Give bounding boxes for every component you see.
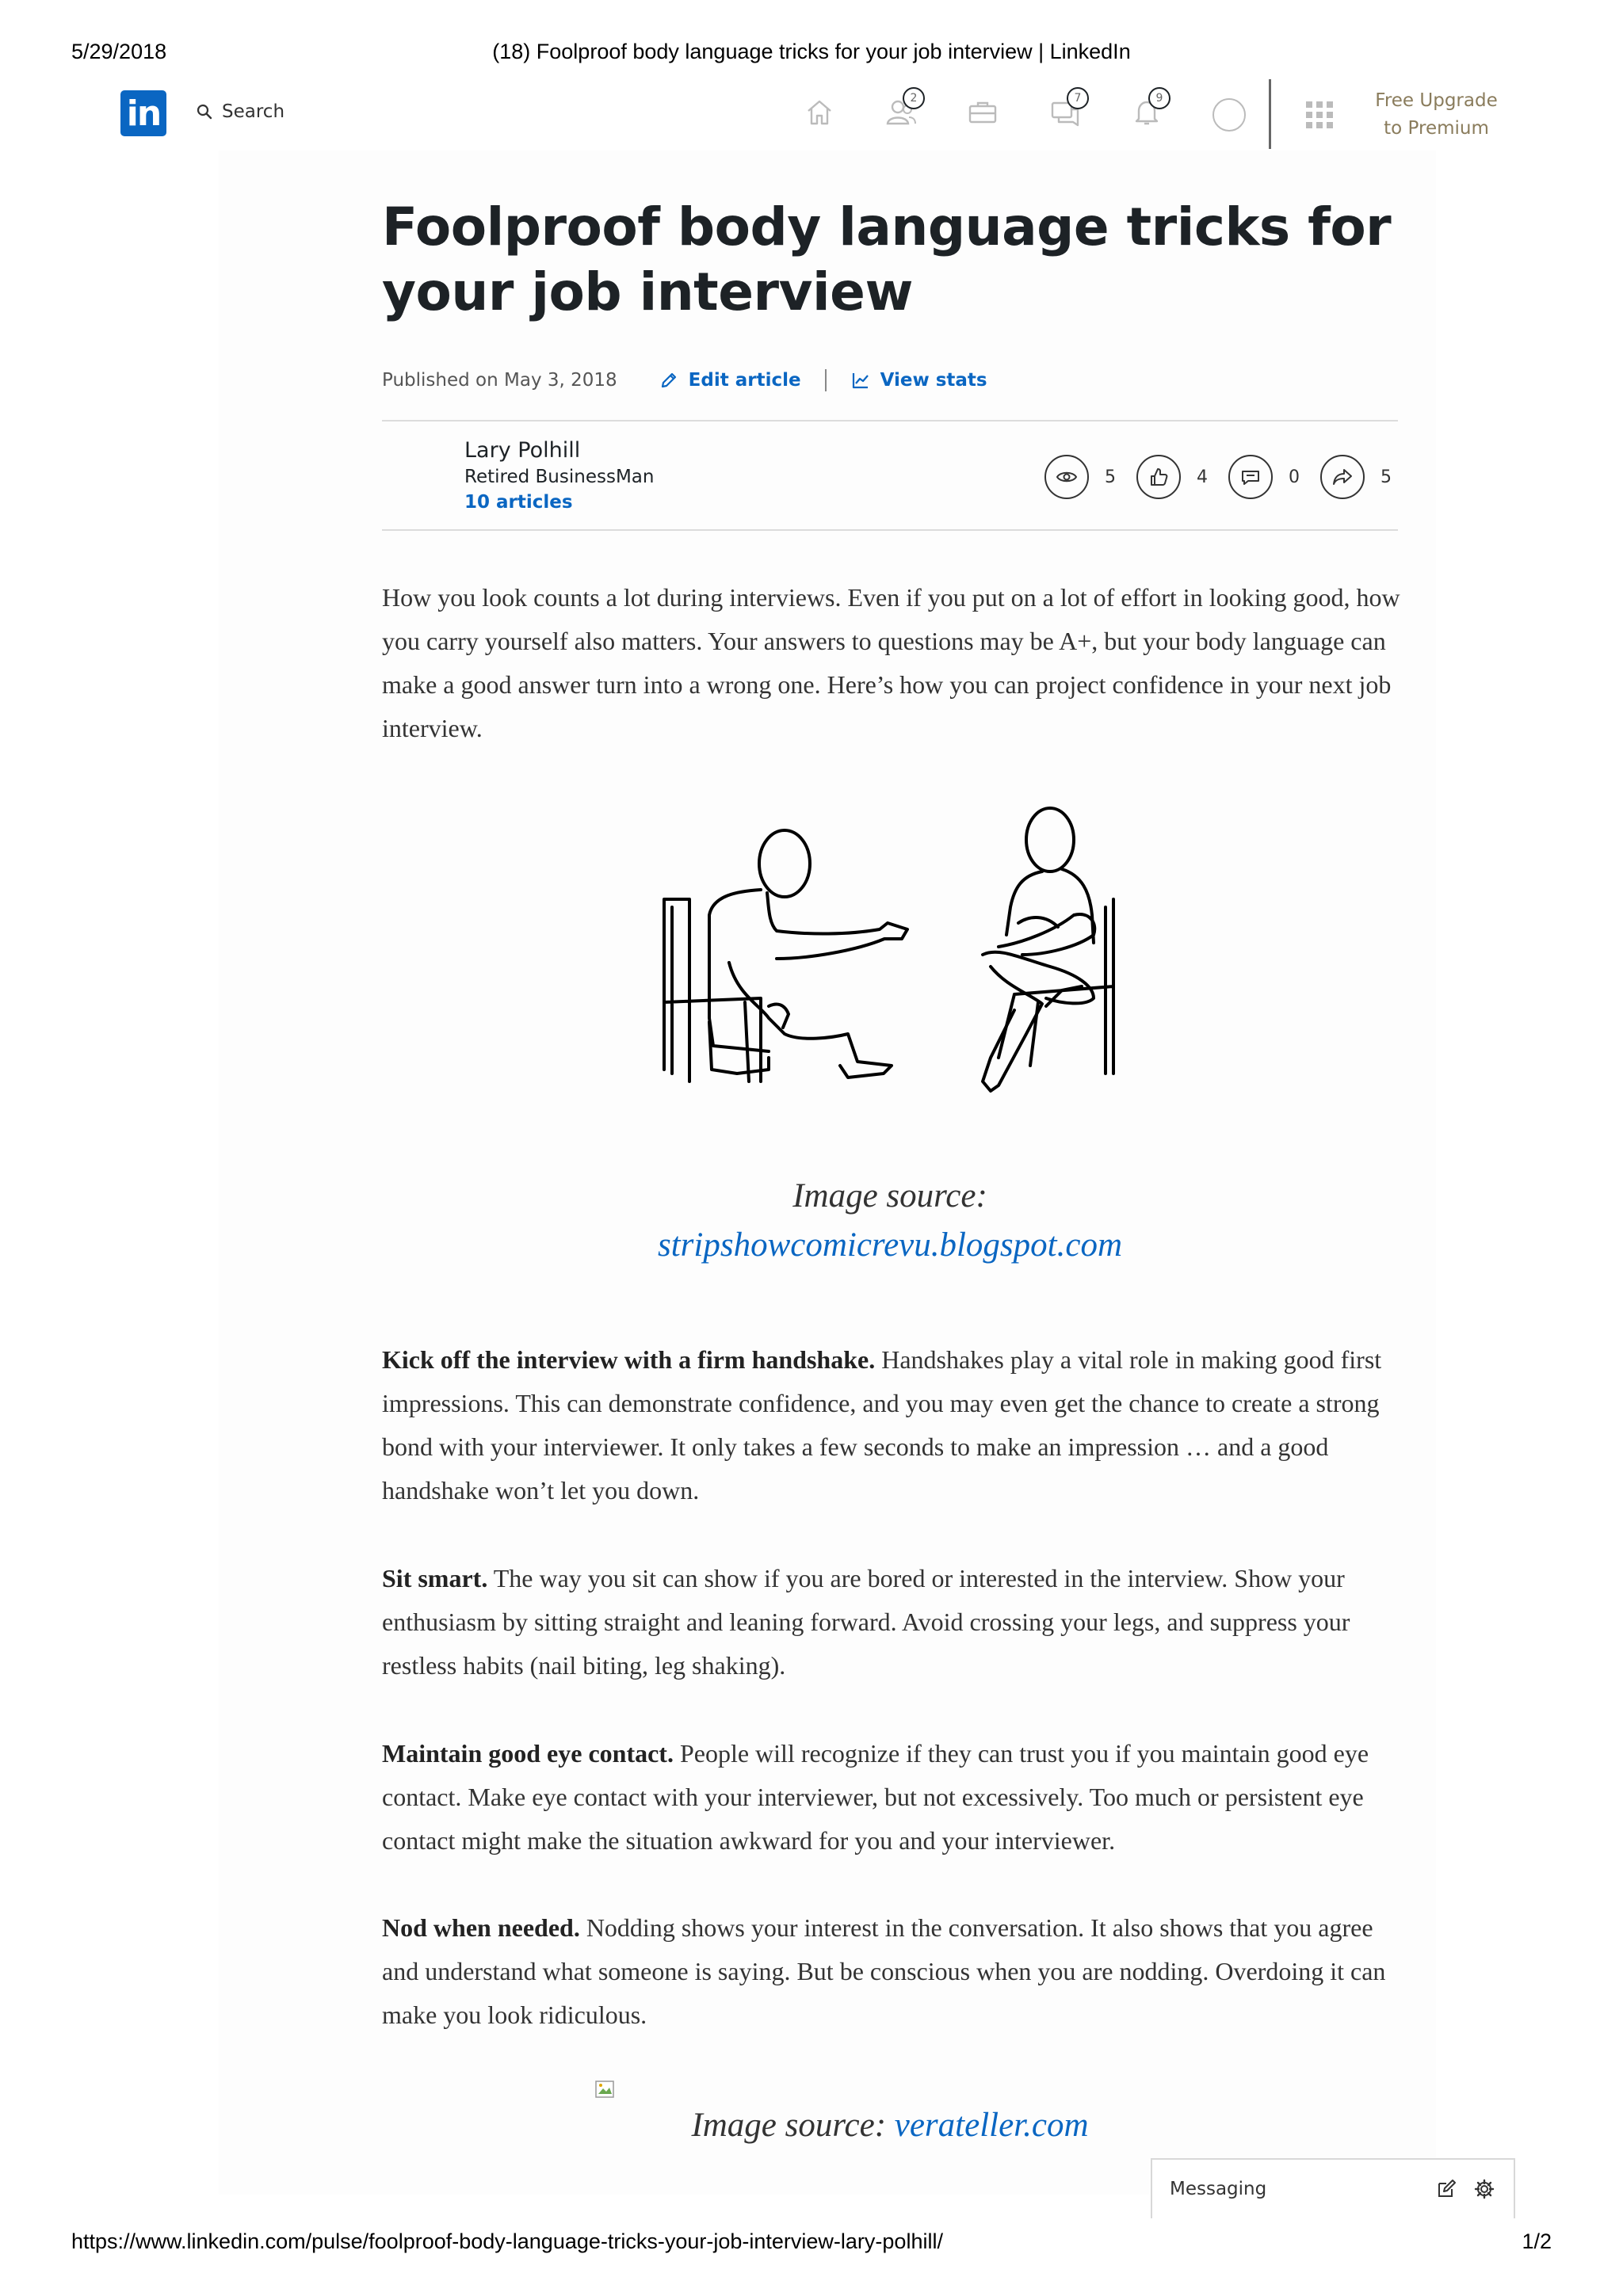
section-eye-contact — [382, 1732, 1412, 1863]
section-handshake — [382, 1338, 1412, 1512]
caption-2-link[interactable]: verateller.com — [894, 2107, 1089, 2144]
comments-stat[interactable] — [1228, 455, 1306, 499]
messaging-widget[interactable] — [1151, 2158, 1515, 2218]
views-count: 5 — [1105, 467, 1116, 487]
shares-count: 5 — [1381, 467, 1392, 487]
premium-upsell-link[interactable] — [1347, 87, 1526, 143]
section-sit-smart — [382, 1557, 1412, 1688]
thumbs-up-icon — [1147, 465, 1170, 489]
meta-separator — [825, 369, 827, 391]
section-nod-heading: Nod when needed. — [382, 1913, 580, 1942]
profile-avatar[interactable] — [1212, 98, 1246, 132]
divider-top — [382, 420, 1398, 421]
share-icon — [1331, 465, 1354, 489]
search-bar[interactable] — [195, 101, 285, 122]
messaging-label: Messaging — [1170, 2179, 1267, 2199]
compose-icon[interactable] — [1434, 2177, 1458, 2201]
view-stats-label: View stats — [880, 370, 987, 391]
section-sit-smart-heading: Sit smart. — [382, 1564, 488, 1592]
author-articles-link[interactable]: 10 articles — [464, 492, 573, 513]
section-handshake-body: Handshakes play a vital role in making good first impressions. This can demonstrate confidence, and you may even get the chance to create a strong bond with your interviewer. It only takes a few seconds to make an impression … and a good handshake won’t let you down. — [382, 1345, 1382, 1505]
print-title: (18) Foolproof body language tricks for your job interview | LinkedIn — [492, 40, 1131, 63]
section-sit-smart-body: The way you sit can show if you are bored or interested in the interview. Show your enthusiasm by sitting straight and leaning forward. Avoid crossing your legs, and suppress your restless habits (nail biting, leg shaking). — [382, 1564, 1350, 1680]
views-stat[interactable] — [1044, 455, 1122, 499]
caption-1-link[interactable]: stripshowcomicrevu.blogspot.com — [657, 1226, 1123, 1264]
likes-count: 4 — [1197, 467, 1208, 487]
likes-stat[interactable] — [1136, 455, 1214, 499]
print-date: 5/29/2018 — [71, 40, 167, 63]
chart-line-icon — [850, 370, 871, 391]
view-stats-link[interactable] — [850, 370, 987, 391]
print-url: https://www.linkedin.com/pulse/foolproof-body-language-tricks-your-job-interview-lary-polhill/ — [71, 2229, 943, 2253]
intro-paragraph: How you look counts a lot during interviews. Even if you put on a lot of effort in looking good, how you carry yourself also matters. Your answers to questions may be A+, but your body language can make a good answer turn into a wrong one. Here’s how you can project confidence in your next job interview. — [382, 583, 1400, 742]
print-page-number: 1/2 — [1522, 2229, 1552, 2253]
image-caption-1 — [382, 1172, 1398, 1270]
section-eye-contact-body: People will recognize if they can trust you if you maintain good eye contact. Make eye contact with your interviewer, but not excessively. Too much or persistent eye contact might make the situation awkward for you and your interviewer. — [382, 1739, 1369, 1855]
search-label: Search — [222, 101, 285, 122]
broken-image-icon — [594, 2078, 618, 2102]
shares-stat[interactable] — [1320, 455, 1398, 499]
my-network-badge: 2 — [903, 87, 925, 109]
section-nod — [382, 1906, 1412, 2037]
premium-line1: Free Upgrade — [1375, 90, 1498, 111]
author-block — [464, 437, 654, 515]
author-headline: Retired BusinessMan — [464, 467, 655, 487]
linkedin-logo[interactable]: in — [120, 90, 166, 136]
article-stats — [1044, 455, 1398, 499]
edit-article-link[interactable] — [659, 370, 801, 391]
home-icon[interactable] — [800, 93, 838, 132]
section-handshake-heading: Kick off the interview with a firm handshake. — [382, 1345, 876, 1374]
image-caption-2 — [382, 2101, 1398, 2150]
my-network-icon[interactable] — [882, 93, 920, 132]
notifications-icon[interactable] — [1128, 93, 1166, 132]
jobs-icon[interactable] — [964, 93, 1002, 132]
caption-2-prefix: Image source: — [691, 2107, 895, 2144]
author-name[interactable]: Lary Polhill — [464, 438, 581, 463]
eye-icon — [1055, 465, 1079, 489]
pencil-icon — [659, 370, 679, 391]
search-icon — [195, 102, 214, 121]
apps-grid-icon[interactable] — [1306, 101, 1333, 128]
edit-article-label: Edit article — [688, 370, 801, 391]
gear-icon[interactable] — [1472, 2177, 1496, 2201]
notifications-badge: 9 — [1148, 87, 1170, 109]
published-date: Published on May 3, 2018 — [382, 370, 617, 391]
article-title-line1: Foolproof body language tricks for — [382, 196, 1392, 257]
nav-divider — [1269, 79, 1271, 149]
article-title — [382, 195, 1412, 325]
article-meta — [382, 369, 987, 391]
caption-1-prefix: Image source: — [792, 1177, 987, 1215]
messaging-icon[interactable] — [1046, 93, 1084, 132]
messaging-badge: 7 — [1067, 87, 1089, 109]
article-title-line2: your job interview — [382, 261, 913, 322]
interview-illustration — [650, 796, 1125, 1113]
divider-bottom — [382, 529, 1398, 531]
premium-line2: to Premium — [1384, 118, 1489, 139]
comment-icon — [1239, 465, 1262, 489]
section-nod-body: Nodding shows your interest in the conversation. It also shows that you agree and understand what someone is saying. But be conscious when you are nodding. Overdoing it can make you look ridiculous. — [382, 1913, 1386, 2029]
section-eye-contact-heading: Maintain good eye contact. — [382, 1739, 674, 1768]
comments-count: 0 — [1289, 467, 1300, 487]
